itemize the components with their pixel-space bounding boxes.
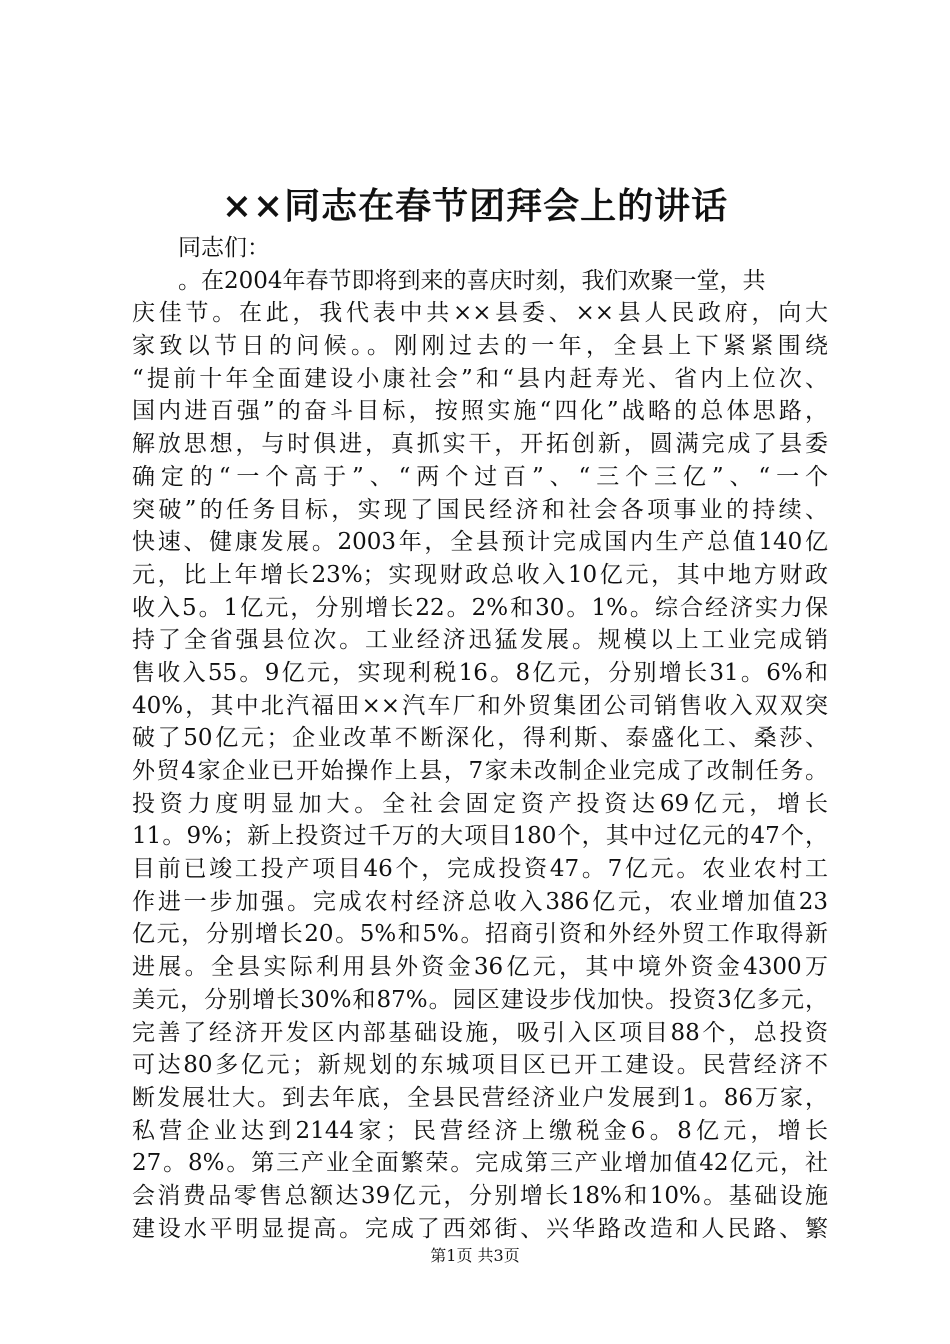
body-line: 私营企业达到2144家；民营经济上缴税金6。8亿元，增长 [132, 1117, 828, 1144]
body-line: 完善了经济开发区内部基础设施，吸引入区项目88个，总投资 [132, 1019, 828, 1046]
salutation: 同志们： [178, 235, 270, 261]
body-line: 突破”的任务目标，实现了国民经济和社会各项事业的持续、 [132, 496, 828, 523]
body-line: 进展。全县实际利用县外资金36亿元，其中境外资金4300万 [132, 954, 828, 981]
body-line: 收入5。1亿元，分别增长22。2%和30。1%。综合经济实力保 [132, 594, 828, 621]
body-line: 持了全省强县位次。工业经济迅猛发展。规模以上工业完成销 [132, 627, 828, 654]
body-line: 作进一步加强。完成农村经济总收入386亿元，农业增加值23 [132, 888, 828, 915]
body-line: 断发展壮大。到去年底，全县民营经济业户发展到1。86万家， [132, 1084, 828, 1111]
body-line: 可达80多亿元；新规划的东城项目区已开工建设。民营经济不 [132, 1052, 828, 1079]
body-line: 目前已竣工投产项目46个，完成投资47。7亿元。农业农村工 [132, 856, 828, 883]
body-line: 元，比上年增长23%；实现财政总收入10亿元，其中地方财政 [132, 561, 828, 588]
body-line: 解放思想，与时俱进，真抓实干，开拓创新，圆满完成了县委 [132, 431, 828, 458]
body-line: 外贸4家企业已开始操作上县，7家未改制企业完成了改制任务。 [132, 758, 828, 784]
body-line: 家致以节日的问候。。刚刚过去的一年，全县上下紧紧围绕 [132, 333, 828, 360]
body-line: “提前十年全面建设小康社会”和“县内赶寿光、省内上位次、 [132, 365, 828, 392]
body-line: 国内进百强”的奋斗目标，按照实施“四化”战略的总体思路， [132, 398, 828, 425]
body-line: 售收入55。9亿元，实现利税16。8亿元，分别增长31。6%和 [132, 659, 828, 686]
page-footer: 第1页 共3页 [430, 1246, 520, 1265]
document-title: ××同志在春节团拜会上的讲话 [221, 185, 729, 227]
body-line: 破了50亿元；企业改革不断深化，得利斯、泰盛化工、桑莎、 [132, 725, 828, 752]
body-line: 40%，其中北汽福田××汽车厂和外贸集团公司销售收入双双突 [132, 692, 828, 719]
body-line: 建设水平明显提高。完成了西郊街、兴华路改造和人民路、繁 [132, 1215, 828, 1242]
body-line: 会消费品零售总额达39亿元，分别增长18%和10%。基础设施 [132, 1182, 828, 1209]
body-line: 亿元，分别增长20。5%和5%。招商引资和外经外贸工作取得新 [132, 921, 828, 948]
body-line: 美元，分别增长30%和87%。园区建设步伐加快。投资3亿多元， [132, 986, 828, 1013]
body-line: 庆佳节。在此，我代表中共××县委、××县人民政府，向大 [132, 300, 828, 327]
body-line: 11。9%；新上投资过千万的大项目180个，其中过亿元的47个， [132, 823, 828, 850]
body-line: 27。8%。第三产业全面繁荣。完成第三产业增加值42亿元，社 [132, 1150, 828, 1177]
body-line: 投资力度明显加大。全社会固定资产投资达69亿元，增长 [132, 790, 828, 817]
body-line: 快速、健康发展。2003年，全县预计完成国内生产总值140亿 [132, 529, 828, 556]
body-line: 。在2004年春节即将到来的喜庆时刻，我们欢聚一堂，共 [178, 267, 766, 294]
document-body [132, 232, 828, 1245]
body-line: 确定的“一个高于”、“两个过百”、“三个三亿”、“一个 [132, 463, 828, 490]
